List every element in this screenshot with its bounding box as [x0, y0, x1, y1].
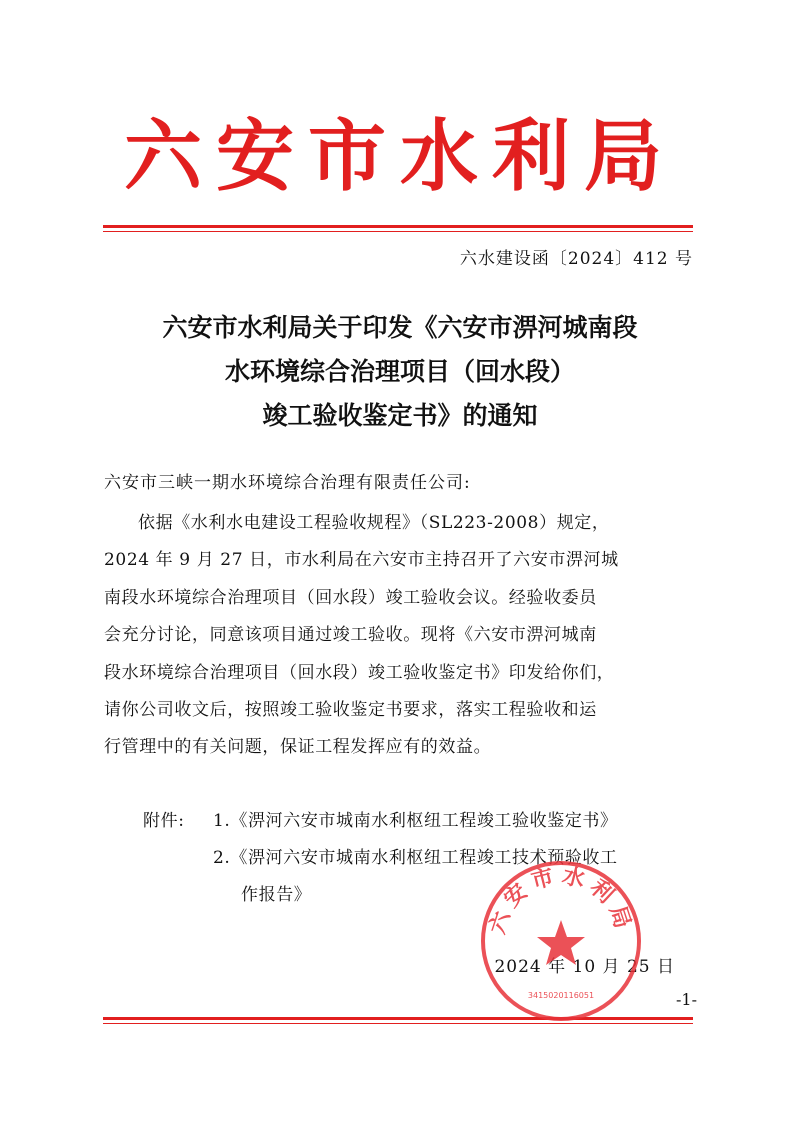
official-seal [478, 858, 644, 1024]
attachments-label: 附件: [143, 811, 185, 831]
agency-masthead: 六安市水利局 [123, 112, 676, 202]
seal-star-icon [537, 920, 585, 965]
title-line-3: 竣工验收鉴定书》的通知 [262, 401, 538, 430]
body-line: 依据《水利水电建设工程验收规程》（SL223-2008）规定， [138, 513, 610, 533]
document-number: 六水建设函〔2024〕412 号 [459, 249, 693, 269]
body-line: 行管理中的有关问题，保证工程发挥应有的效益。 [104, 737, 492, 758]
seal-code: 3415020116051 [527, 991, 595, 1000]
page-number: -1- [676, 990, 697, 1009]
body-line: 段水环境综合治理项目（回水段）竣工验收鉴定书》印发给你们， [104, 662, 615, 683]
attachment-item-1 [143, 803, 703, 840]
header-rule-thin [103, 231, 693, 232]
title-line-2: 水环境综合治理项目（回水段） [224, 357, 575, 386]
document-title [100, 306, 700, 438]
header-rule-thick [103, 225, 693, 228]
body-line: 南段水环境综合治理项目（回水段）竣工验收会议。经验收委员 [104, 587, 597, 608]
body-text [104, 505, 696, 767]
body-line: 会充分讨论，同意该项目通过竣工验收。现将《六安市淠河城南 [104, 625, 597, 646]
attachment-1-text: 1.《淠河六安市城南水利枢纽工程竣工验收鉴定书》 [213, 811, 618, 831]
issue-date: 2024 年 10 月 25 日 [494, 957, 675, 977]
attachment-item-2-cont: 作报告》 [241, 885, 312, 905]
seal-agency-text: 六安市水利局 [485, 863, 637, 938]
body-line: 2024 年 9 月 27 日，市水利局在六安市主持召开了六安市淠河城 [104, 550, 619, 571]
addressee: 六安市三峡一期水环境综合治理有限责任公司: [104, 473, 471, 493]
attachment-item-2: 2.《淠河六安市城南水利枢纽工程竣工技术预验收工 [213, 848, 618, 868]
title-line-1: 六安市水利局关于印发《六安市淠河城南段 [162, 313, 638, 342]
body-line: 请你公司收文后，按照竣工验收鉴定书要求，落实工程验收和运 [104, 700, 597, 721]
